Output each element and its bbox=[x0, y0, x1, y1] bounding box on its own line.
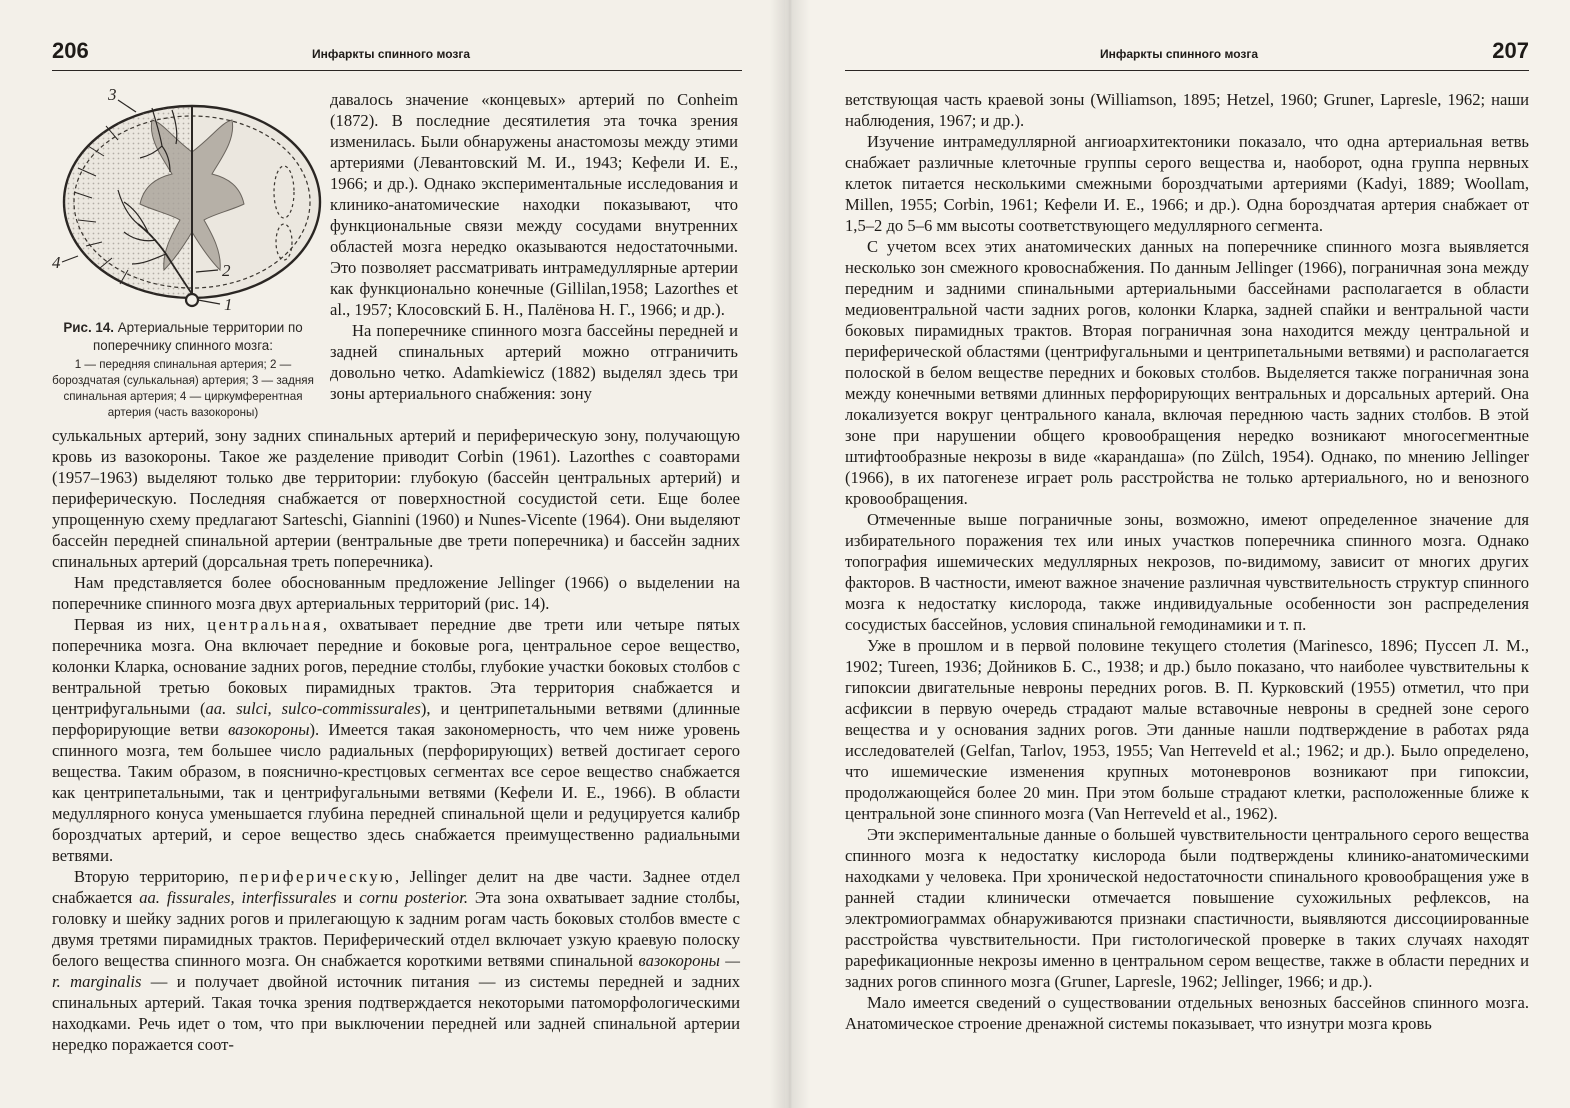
header-rule bbox=[845, 70, 1529, 71]
figure-label-1: 1 bbox=[224, 295, 233, 314]
text-span: , Jellinger делит на две части. Заднее отдел снабжается bbox=[52, 867, 741, 907]
figure-label-4: 4 bbox=[52, 253, 61, 272]
paragraph-central-territory bbox=[52, 614, 740, 866]
figure-caption bbox=[52, 319, 314, 421]
figure-label-3: 3 bbox=[108, 85, 117, 104]
left-top-column bbox=[330, 89, 738, 404]
caption-figure-number: Рис. 14. bbox=[63, 320, 114, 335]
figure-14 bbox=[52, 82, 324, 426]
caption-title-text: Артериальные территории по поперечнику спинного мозга: bbox=[93, 320, 303, 353]
paragraph: С учетом всех этих анатомических данных на поперечнике спинного мозга выявляется несколько зон смежного кровоснабжения. По данным Jellinger (1966), пограничная зона между передним и задними спинальными артериальными бассейнами располагается в области медиовентральной части задних рогов, колонки Кларка, задней спайки и вентральной части боковых пирамидных трактов. Вторая пограничная зона находится между центральной и периферической областями (центрифугальными и центрипетальными ветвями) и располагается полоской в белом веществе передних и боковых столбов. Выделяется также пограничная зона между конечными ветвями длинных перфорирующих вентральных и дорсальных артерий. Она локализуется вокруг центрального канала, включая переднюю часть задних столбов. В этой зоне при нарушении общего кровообращения нередко возникают многосегментные штифтообразные некрозы в виде «карандаша» (по Zülch, 1954). Однако, по мнению Jellinger (1966), в их патогенезе играет роль расстройства не только артериального, но и венозного кровообращения. bbox=[845, 237, 1529, 508]
anterior-spinal-artery bbox=[186, 294, 198, 306]
page-number: 206 bbox=[52, 38, 89, 63]
leader-1 bbox=[198, 300, 220, 304]
figure-label-2: 2 bbox=[222, 261, 231, 280]
left-page-header bbox=[52, 38, 742, 72]
paragraph: Эти экспериментальные данные о большей чувствительности центрального серого вещества спинного мозга к недостатку кислорода были подтверждены клинико-анатомическими находками у человека. При хронической недостаточности спинального кровообращения уже в ранней стадии клинически отмечается повышение сухожильных рефлексов, на электромиограммах обнаруживаются признаки спастичности, выявляются диссоциированные расстройства чувствительности. При гистологической проверке в таких случаях находят рарефикационные некрозы именно в центральном сером веществе, также в области передних и задних рогов спинного мозга (Gruner, Lapresle, 1962; Jellinger, 1966; и др.). bbox=[845, 825, 1529, 991]
right-page-header bbox=[845, 38, 1529, 72]
text-span: Эта зона охватывает задние столбы, головку и шейку задних рогов и прилегающую к задним рогам часть боковых столбов вместе с двумя третями пирамидных трактов. Периферический отдел включает узкую краевую полоску белого вещества спинного мозга. Он снабжается короткими ветвями спинальной bbox=[52, 888, 741, 970]
paragraph: ветствующая часть краевой зоны (Williamson, 1895; Hetzel, 1960; Gruner, Lapresle, 1962; наши наблюдения, 1967; и др.). bbox=[845, 90, 1529, 130]
text-span: Вторую территорию, bbox=[74, 867, 240, 886]
text-span: — и получает двойной источник питания — из системы передней и задних спинальных артерий. Такая точка зрения подтверждается некоторыми патоморфологическими находками. Речь идет о том, что при выключении передней или задней спинальной артерии нередко поражается соот- bbox=[52, 972, 740, 1054]
paragraph-peripheral-territory bbox=[52, 866, 740, 1055]
italic-term: вазокороны — r. marginalis bbox=[52, 951, 740, 991]
right-page bbox=[785, 0, 1570, 1108]
text-span: , охватывает передние две трети или четыре пятых поперечника мозга. Она включает передние и боковые рога, центральное серое вещество, колонки Кларка, основание задних рогов, передние столбы, глубокие участки боковых столбов с вентральной третью боковых пирамидных трактов. Эта территория снабжается и центрифугальными ( bbox=[52, 615, 740, 718]
italic-term: aa. sulci, sulco-commissurales bbox=[205, 699, 421, 718]
book-gutter bbox=[770, 0, 810, 1108]
leader-4 bbox=[62, 256, 78, 262]
paragraph: Изучение интрамедуллярной ангиоархитектоники показало, что одна артериальная ветвь снабжает различные клеточные группы серого вещества и, наоборот, одна группа нервных клеток питается несколькими смежными бороздчатыми артериями (Kadyi, 1889; Woollam, Millen, 1955; Corbin, 1961; Кефели И. Е., 1966; и др.). Одна бороздчатая артерия снабжает от 1,5–2 до 5–6 мм высоты соответствующего медуллярного сегмента. bbox=[845, 132, 1529, 235]
paragraph: сулькальных артерий, зону задних спинальных артерий и периферическую зону, получающую кровь из вазокороны. Такое же разделение приводит Corbin (1961). Lazorthes с соавторами (1957–1963) выделяют только две территории: глубокую (бассейн центральных артерий) и периферическую. Последняя снабжается от поверхностной сосудистой сети. Еще более упрощенную схему предлагают Sarteschi, Giannini (1960) и Nunes-Vicente (1964). Они выделяют бассейн передней спинальной артерии (вентральные две трети поперечника) и бассейн задних спинальных артерий (дорсальная треть поперечника). bbox=[52, 426, 740, 571]
text-span: и bbox=[336, 888, 360, 907]
italic-term: cornu posterior. bbox=[359, 888, 468, 907]
paragraph: давалось значение «концевых» артерий по Conheim (1872). В последние десятилетия эта точка зрения изменилась. Были обнаружены анастомозы между этими артериями (Левантовский М. И., 1943; Кефели И. Е., 1966; и др.). Однако экспериментальные исследования и клинико-анатомические находки показывают, что функциональные связи между сосудами внутренних областей мозга нередко оказываются недостаточными. Это позволяет рассматривать интрамедуллярные артерии как функционально конечные (Gillilan,1958; Lazorthes et al., 1957; Клосовский Б. Н., Палёнова Н. Г., 1966; и др.). bbox=[330, 90, 738, 319]
paragraph: Нам представляется более обоснованным предложение Jellinger (1966) о выделении на поперечнике спинного мозга двух артериальных территорий (рис. 14). bbox=[52, 573, 740, 613]
spinal-cord-diagram bbox=[52, 82, 324, 317]
page-number: 207 bbox=[1492, 38, 1529, 63]
text-span: ). Имеется такая закономерность, что чем ниже уровень спинного мозга, тем большее число радиальных (перфорирующих) ветвей достигает серого вещества. Таким образом, в пояснично-крестцовых сегментах все серое вещество снабжается как центрипетальными, так и центрифугальными ветвями (Кефели И. Е., 1966). В области медуллярного конуса уменьшается глубина передней спинальной щели и редуцируется калибр бороздчатых артерий, и серое вещество здесь снабжается преимущественно радиальными ветвями. bbox=[52, 720, 741, 865]
italic-term: aa. fissurales, interfissurales bbox=[139, 888, 337, 907]
header-rule bbox=[52, 70, 742, 71]
left-body-text bbox=[52, 425, 740, 1055]
spaced-term: периферическую bbox=[239, 867, 396, 886]
paragraph: Мало имеется сведений о существовании отдельных венозных бассейнов спинного мозга. Анатомическое строение дренажной системы показывает, что изнутри мозга кровь bbox=[845, 993, 1529, 1033]
text-span: ), и центрипетальными ветвями (длинные перфорирующие ветви bbox=[52, 699, 740, 739]
running-title: Инфаркты спинного мозга bbox=[1100, 47, 1258, 61]
paragraph: На поперечнике спинного мозга бассейны передней и задней спинальных артерий можно отграничить довольно четко. Adamkiewicz (1882) выделял здесь три зоны артериального снабжения: зону bbox=[330, 321, 738, 403]
text-span: Первая из них, bbox=[74, 615, 208, 634]
paragraph: Отмеченные выше пограничные зоны, возможно, имеют определенное значение для избирательного поражения тех или иных участков поперечника спинного мозга. Однако топография ишемических медуллярных некрозов, по-видимому, зависит от многих других факторов. В частности, имеют важное значение различная чувствительность структур спинного мозга к недостатку кислорода, также индивидуальные особенности зон распределения сосудистых бассейнов, условия спинальной гемодинамики и т. п. bbox=[845, 510, 1529, 634]
italic-term: вазокороны bbox=[228, 720, 310, 739]
caption-title bbox=[52, 319, 314, 355]
running-title: Инфаркты спинного мозга bbox=[312, 47, 470, 61]
spaced-term: центральная bbox=[207, 615, 323, 634]
caption-legend: 1 — передняя спинальная артерия; 2 — бороздчатая (сулькальная) артерия; 3 — задняя спинальная артерия; 4 — циркумферентная артерия (часть вазокороны) bbox=[52, 358, 314, 419]
leader-3 bbox=[118, 100, 136, 112]
right-body-text bbox=[845, 89, 1529, 1034]
paragraph: Уже в прошлом и в первой половине текущего столетия (Marinesco, 1896; Пуссеп Л. М., 1902; Tureen, 1936; Дойников Б. С., 1938; и др.) было показано, что наиболее чувствительны к гипоксии двигательные невроны передних рогов. В. П. Курковский (1955) отметил, что при асфиксии в первую очередь страдают малые вставочные невроны в средней зоне серого вещества и у основания задних рогов. Эти данные нашли подтверждение в работах ряда исследователей (Gelfan, Tarlov, 1953, 1955; Van Herreveld et al.; 1962; и др.). Было определено, что ишемические изменения крупных мотоневронов возникают при гипоксии, продолжающейся более 20 мин. При этом больше страдают клетки, расположенные ближе к центральной зоне спинного мозга (Van Herreveld et al., 1962). bbox=[845, 636, 1529, 823]
